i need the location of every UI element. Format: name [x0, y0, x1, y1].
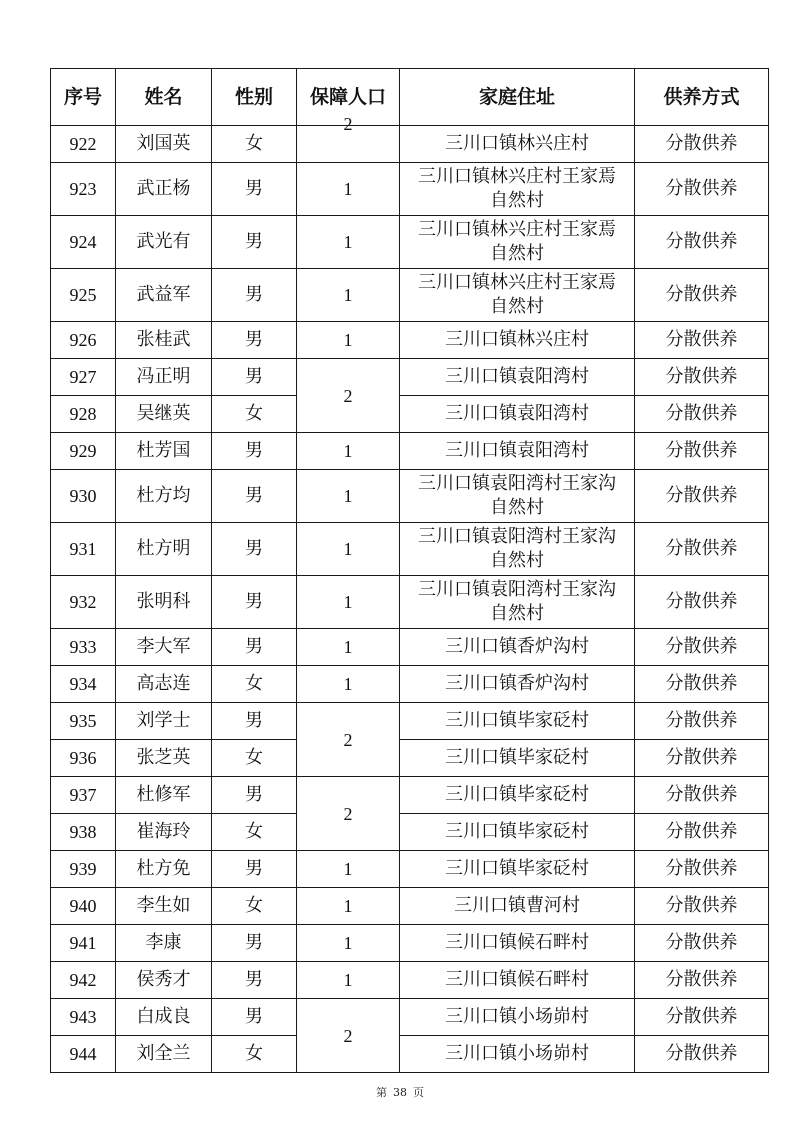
table-row	[51, 523, 769, 576]
serial-cell: 924	[51, 216, 116, 269]
serial-cell: 944	[51, 1036, 116, 1073]
population-cell: 2	[297, 999, 400, 1073]
population-cell: 2	[297, 777, 400, 851]
support-mode-cell: 分散供养	[635, 962, 769, 999]
sex-cell: 女	[212, 814, 297, 851]
page-footer	[0, 1084, 800, 1100]
support-mode-cell: 分散供养	[635, 523, 769, 576]
table-row	[51, 703, 769, 740]
support-mode-cell: 分散供养	[635, 740, 769, 777]
table-row	[51, 322, 769, 359]
header-sex: 性别	[212, 69, 297, 126]
name-cell: 杜方免	[116, 851, 212, 888]
sex-cell: 男	[212, 576, 297, 629]
sex-cell: 女	[212, 666, 297, 703]
name-cell: 武正杨	[116, 163, 212, 216]
support-mode-cell: 分散供养	[635, 925, 769, 962]
name-cell: 杜方均	[116, 470, 212, 523]
address-cell: 三川口镇香炉沟村	[400, 629, 635, 666]
table-row	[51, 470, 769, 523]
serial-cell: 941	[51, 925, 116, 962]
name-cell: 张芝英	[116, 740, 212, 777]
table-row	[51, 814, 769, 851]
support-mode-cell: 分散供养	[635, 1036, 769, 1073]
page-suffix: 页	[413, 1086, 424, 1099]
table-row	[51, 851, 769, 888]
serial-cell: 937	[51, 777, 116, 814]
sex-cell: 男	[212, 962, 297, 999]
sex-cell: 男	[212, 851, 297, 888]
sex-cell: 男	[212, 703, 297, 740]
sex-cell: 女	[212, 1036, 297, 1073]
sex-cell: 女	[212, 396, 297, 433]
support-mode-cell: 分散供养	[635, 777, 769, 814]
serial-cell: 938	[51, 814, 116, 851]
serial-cell: 936	[51, 740, 116, 777]
population-cell: 1	[297, 523, 400, 576]
serial-cell: 931	[51, 523, 116, 576]
sex-cell: 男	[212, 523, 297, 576]
table-row	[51, 629, 769, 666]
serial-cell: 943	[51, 999, 116, 1036]
table-row	[51, 740, 769, 777]
support-mode-cell: 分散供养	[635, 814, 769, 851]
table-row	[51, 888, 769, 925]
support-mode-cell: 分散供养	[635, 269, 769, 322]
serial-cell: 933	[51, 629, 116, 666]
header-row	[51, 69, 769, 126]
support-mode-cell: 分散供养	[635, 126, 769, 163]
name-cell: 崔海玲	[116, 814, 212, 851]
name-cell: 李生如	[116, 888, 212, 925]
address-cell: 三川口镇香炉沟村	[400, 666, 635, 703]
support-mode-cell: 分散供养	[635, 322, 769, 359]
serial-cell: 935	[51, 703, 116, 740]
sex-cell: 女	[212, 888, 297, 925]
support-mode-cell: 分散供养	[635, 888, 769, 925]
support-mode-cell: 分散供养	[635, 470, 769, 523]
name-cell: 白成良	[116, 999, 212, 1036]
population-value: 2	[343, 114, 353, 134]
name-cell: 刘全兰	[116, 1036, 212, 1073]
population-cell: 1	[297, 322, 400, 359]
name-cell: 刘学士	[116, 703, 212, 740]
table-row	[51, 359, 769, 396]
name-cell: 侯秀才	[116, 962, 212, 999]
address-cell: 三川口镇林兴庄村王家焉 自然村	[400, 269, 635, 322]
population-cell: 1	[297, 851, 400, 888]
address-cell: 三川口镇候石畔村	[400, 925, 635, 962]
address-cell: 三川口镇曹河村	[400, 888, 635, 925]
name-cell: 武光有	[116, 216, 212, 269]
address-cell: 三川口镇袁阳湾村王家沟 自然村	[400, 576, 635, 629]
name-cell: 高志连	[116, 666, 212, 703]
address-cell: 三川口镇袁阳湾村	[400, 396, 635, 433]
support-mode-cell: 分散供养	[635, 666, 769, 703]
header-population: 保障人口	[297, 69, 400, 126]
support-mode-cell: 分散供养	[635, 629, 769, 666]
address-cell: 三川口镇毕家砭村	[400, 851, 635, 888]
address-cell: 三川口镇袁阳湾村	[400, 433, 635, 470]
sex-cell: 男	[212, 216, 297, 269]
population-cell: 1	[297, 470, 400, 523]
name-cell: 李大军	[116, 629, 212, 666]
table-row	[51, 126, 769, 163]
support-mode-cell: 分散供养	[635, 851, 769, 888]
table-row	[51, 216, 769, 269]
serial-cell: 925	[51, 269, 116, 322]
name-cell: 刘国英	[116, 126, 212, 163]
support-mode-cell: 分散供养	[635, 163, 769, 216]
sex-cell: 男	[212, 322, 297, 359]
sex-cell: 男	[212, 470, 297, 523]
table-row	[51, 396, 769, 433]
population-cell: 2	[297, 359, 400, 433]
population-cell: 1	[297, 666, 400, 703]
sex-cell: 男	[212, 269, 297, 322]
page-number: 38	[393, 1086, 407, 1099]
population-cell: 1	[297, 629, 400, 666]
sex-cell: 男	[212, 163, 297, 216]
population-cell	[297, 114, 400, 163]
name-cell: 武益军	[116, 269, 212, 322]
serial-cell: 928	[51, 396, 116, 433]
sex-cell: 女	[212, 740, 297, 777]
name-cell: 杜方明	[116, 523, 212, 576]
name-cell: 张明科	[116, 576, 212, 629]
support-mode-cell: 分散供养	[635, 433, 769, 470]
serial-cell: 923	[51, 163, 116, 216]
population-cell: 1	[297, 888, 400, 925]
support-mode-cell: 分散供养	[635, 703, 769, 740]
population-cell: 1	[297, 216, 400, 269]
table-row	[51, 666, 769, 703]
table-row	[51, 999, 769, 1036]
table-row	[51, 576, 769, 629]
table-row	[51, 1036, 769, 1073]
support-mode-cell: 分散供养	[635, 216, 769, 269]
serial-cell: 932	[51, 576, 116, 629]
support-mode-cell: 分散供养	[635, 576, 769, 629]
header-serial: 序号	[51, 69, 116, 126]
serial-cell: 930	[51, 470, 116, 523]
table-row	[51, 433, 769, 470]
header-support-mode: 供养方式	[635, 69, 769, 126]
address-cell: 三川口镇毕家砭村	[400, 777, 635, 814]
support-mode-cell: 分散供养	[635, 359, 769, 396]
table-row	[51, 777, 769, 814]
roster-table	[50, 68, 769, 1073]
serial-cell: 927	[51, 359, 116, 396]
name-cell: 杜修军	[116, 777, 212, 814]
serial-cell: 940	[51, 888, 116, 925]
population-cell: 1	[297, 576, 400, 629]
name-cell: 杜芳国	[116, 433, 212, 470]
address-cell: 三川口镇袁阳湾村王家沟 自然村	[400, 470, 635, 523]
table-row	[51, 163, 769, 216]
page-prefix: 第	[376, 1086, 387, 1099]
address-cell: 三川口镇毕家砭村	[400, 814, 635, 851]
name-cell: 李康	[116, 925, 212, 962]
support-mode-cell: 分散供养	[635, 396, 769, 433]
sex-cell: 男	[212, 433, 297, 470]
address-cell: 三川口镇小场峁村	[400, 1036, 635, 1073]
sex-cell: 男	[212, 925, 297, 962]
serial-cell: 934	[51, 666, 116, 703]
name-cell: 冯正明	[116, 359, 212, 396]
table-row	[51, 962, 769, 999]
serial-cell: 939	[51, 851, 116, 888]
population-cell: 2	[297, 703, 400, 777]
name-cell: 吴继英	[116, 396, 212, 433]
population-cell: 1	[297, 962, 400, 999]
sex-cell: 女	[212, 126, 297, 163]
address-cell: 三川口镇林兴庄村	[400, 126, 635, 163]
support-mode-cell: 分散供养	[635, 999, 769, 1036]
address-cell: 三川口镇候石畔村	[400, 962, 635, 999]
address-cell: 三川口镇林兴庄村王家焉 自然村	[400, 216, 635, 269]
serial-cell: 942	[51, 962, 116, 999]
address-cell: 三川口镇毕家砭村	[400, 703, 635, 740]
address-cell: 三川口镇林兴庄村	[400, 322, 635, 359]
sex-cell: 男	[212, 777, 297, 814]
population-cell: 1	[297, 925, 400, 962]
sex-cell: 男	[212, 359, 297, 396]
address-cell: 三川口镇林兴庄村王家焉 自然村	[400, 163, 635, 216]
name-cell: 张桂武	[116, 322, 212, 359]
serial-cell: 922	[51, 126, 116, 163]
table-row	[51, 925, 769, 962]
address-cell: 三川口镇袁阳湾村王家沟 自然村	[400, 523, 635, 576]
population-cell: 1	[297, 163, 400, 216]
header-address: 家庭住址	[400, 69, 635, 126]
serial-cell: 926	[51, 322, 116, 359]
population-cell: 1	[297, 269, 400, 322]
address-cell: 三川口镇毕家砭村	[400, 740, 635, 777]
sex-cell: 男	[212, 999, 297, 1036]
sex-cell: 男	[212, 629, 297, 666]
table-row	[51, 269, 769, 322]
header-name: 姓名	[116, 69, 212, 126]
address-cell: 三川口镇袁阳湾村	[400, 359, 635, 396]
address-cell: 三川口镇小场峁村	[400, 999, 635, 1036]
population-cell: 1	[297, 433, 400, 470]
serial-cell: 929	[51, 433, 116, 470]
